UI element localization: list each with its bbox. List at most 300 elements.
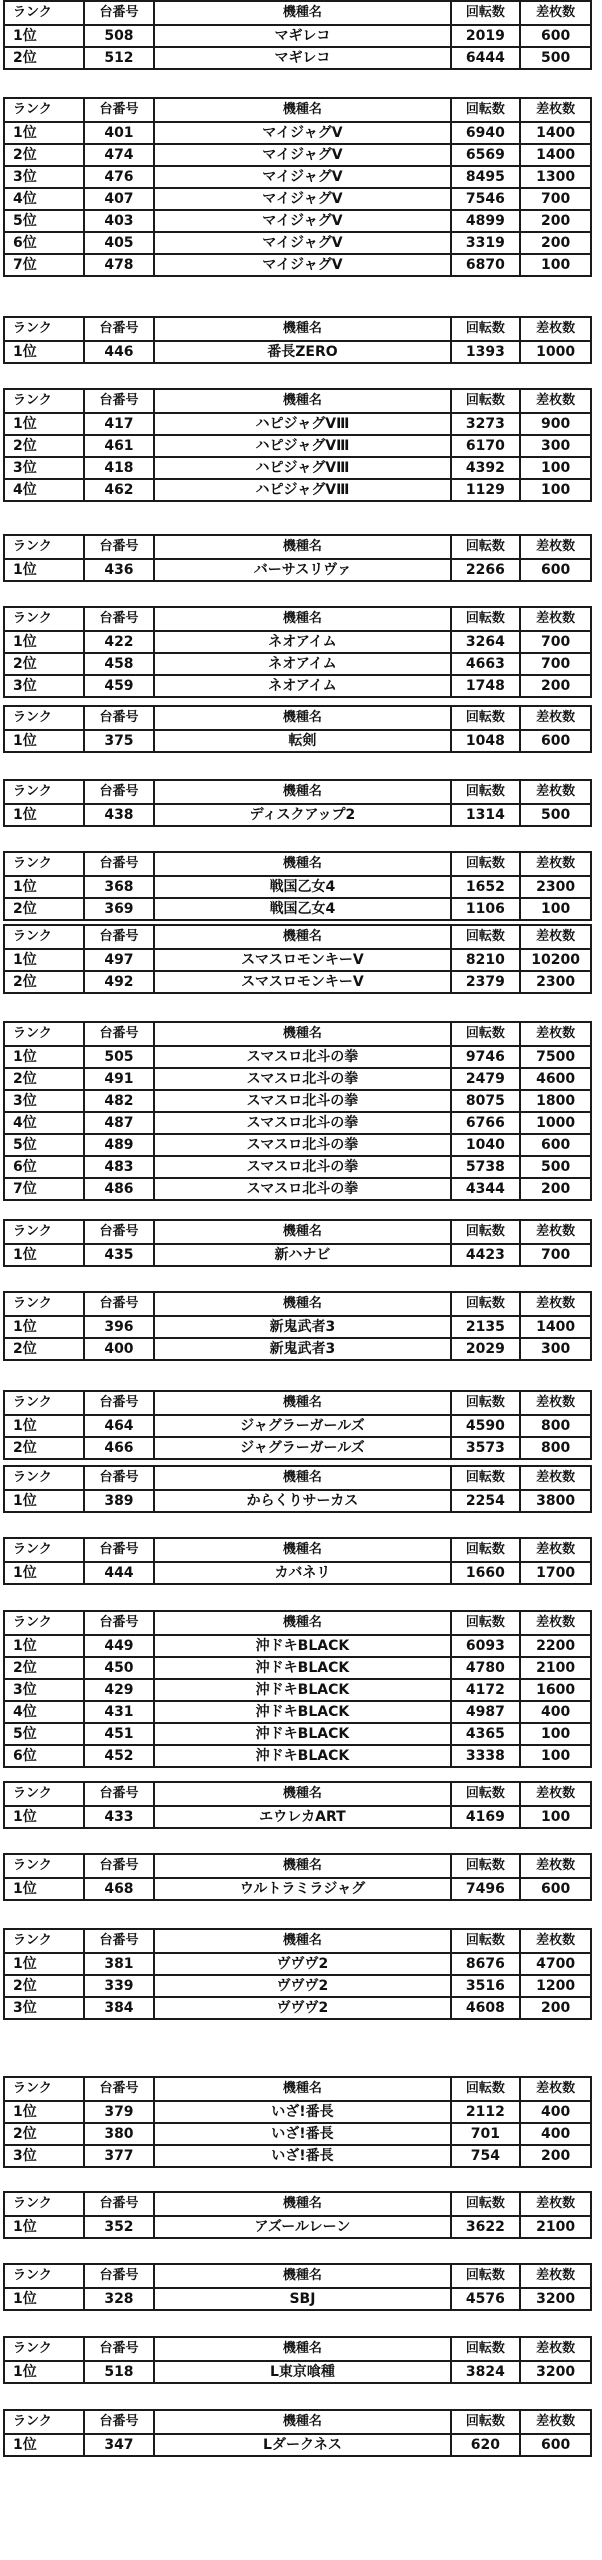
table-header-row [4, 2192, 591, 2216]
number-cell: 518 [84, 2361, 155, 2383]
rank-cell: 1位 [4, 2434, 84, 2456]
header-spins: 回転数 [451, 1611, 521, 1635]
number-cell: 339 [84, 1975, 155, 1997]
header-rank: ランク [4, 925, 84, 949]
spins-cell: 1660 [451, 1562, 521, 1584]
ranking-table [3, 2191, 592, 2239]
header-number: 台番号 [84, 2077, 155, 2101]
machine-name-cell: 沖ドキBLACK [154, 1635, 450, 1657]
spins-cell: 1106 [451, 898, 521, 920]
header-number: 台番号 [84, 1292, 155, 1316]
machine-name-cell: バーサスリヴァ [154, 559, 450, 581]
spins-cell: 7496 [451, 1878, 521, 1900]
header-rank: ランク [4, 317, 84, 341]
rank-cell: 2位 [4, 653, 84, 675]
machine-name-cell: いざ!番長 [154, 2101, 450, 2123]
header-machine: 機種名 [154, 1, 450, 25]
diff-cell: 2300 [520, 971, 591, 993]
header-machine: 機種名 [154, 1854, 450, 1878]
diff-cell: 7500 [520, 1046, 591, 1068]
table-row [4, 1338, 591, 1360]
number-cell: 450 [84, 1657, 155, 1679]
machine-name-cell: いざ!番長 [154, 2123, 450, 2145]
spins-cell: 6940 [451, 122, 521, 144]
header-diff: 差枚数 [520, 1538, 591, 1562]
header-machine: 機種名 [154, 2410, 450, 2434]
header-spins: 回転数 [451, 1391, 521, 1415]
machine-name-cell: ネオアイム [154, 675, 450, 697]
header-number: 台番号 [84, 607, 155, 631]
header-rank: ランク [4, 1854, 84, 1878]
rank-cell: 1位 [4, 122, 84, 144]
diff-cell: 800 [520, 1437, 591, 1459]
spins-cell: 2479 [451, 1068, 521, 1090]
table-header-row [4, 1782, 591, 1806]
table-header-row [4, 852, 591, 876]
header-machine: 機種名 [154, 2077, 450, 2101]
table-row [4, 479, 591, 501]
table-row [4, 1046, 591, 1068]
number-cell: 462 [84, 479, 155, 501]
spins-cell: 6170 [451, 435, 521, 457]
header-rank: ランク [4, 852, 84, 876]
rank-cell: 2位 [4, 435, 84, 457]
rank-cell: 4位 [4, 1112, 84, 1134]
machine-name-cell: SBJ [154, 2288, 450, 2310]
rank-cell: 2位 [4, 144, 84, 166]
table-row [4, 1112, 591, 1134]
spins-cell: 6870 [451, 254, 521, 276]
header-rank: ランク [4, 1466, 84, 1490]
machine-name-cell: ジャグラーガールズ [154, 1437, 450, 1459]
header-rank: ランク [4, 389, 84, 413]
rank-cell: 1位 [4, 730, 84, 752]
machine-name-cell: マイジャグV [154, 254, 450, 276]
spins-cell: 3516 [451, 1975, 521, 1997]
diff-cell: 2300 [520, 876, 591, 898]
machine-name-cell: マギレコ [154, 47, 450, 69]
table-header-row [4, 1929, 591, 1953]
machine-name-cell: ハピジャグVⅢ [154, 413, 450, 435]
spins-cell: 6093 [451, 1635, 521, 1657]
rank-cell: 2位 [4, 1338, 84, 1360]
diff-cell: 200 [520, 2145, 591, 2167]
number-cell: 377 [84, 2145, 155, 2167]
spins-cell: 2019 [451, 25, 521, 47]
rank-cell: 1位 [4, 1490, 84, 1512]
diff-cell: 400 [520, 1701, 591, 1723]
number-cell: 328 [84, 2288, 155, 2310]
machine-name-cell: ハピジャグVⅢ [154, 435, 450, 457]
number-cell: 380 [84, 2123, 155, 2145]
header-spins: 回転数 [451, 852, 521, 876]
spins-cell: 2266 [451, 559, 521, 581]
header-machine: 機種名 [154, 1538, 450, 1562]
ranking-table [3, 1537, 592, 1585]
header-diff: 差枚数 [520, 1782, 591, 1806]
table-row [4, 653, 591, 675]
diff-cell: 600 [520, 1134, 591, 1156]
rank-cell: 2位 [4, 1975, 84, 1997]
header-diff: 差枚数 [520, 1611, 591, 1635]
header-rank: ランク [4, 1, 84, 25]
header-number: 台番号 [84, 389, 155, 413]
diff-cell: 1400 [520, 1316, 591, 1338]
table-row [4, 1415, 591, 1437]
diff-cell: 1600 [520, 1679, 591, 1701]
diff-cell: 400 [520, 2123, 591, 2145]
machine-name-cell: 戦国乙女4 [154, 876, 450, 898]
rank-cell: 3位 [4, 166, 84, 188]
header-machine: 機種名 [154, 535, 450, 559]
header-rank: ランク [4, 2077, 84, 2101]
number-cell: 458 [84, 653, 155, 675]
header-number: 台番号 [84, 1782, 155, 1806]
number-cell: 492 [84, 971, 155, 993]
header-spins: 回転数 [451, 1292, 521, 1316]
diff-cell: 400 [520, 2101, 591, 2123]
diff-cell: 1000 [520, 1112, 591, 1134]
rank-cell: 1位 [4, 413, 84, 435]
header-spins: 回転数 [451, 2077, 521, 2101]
header-machine: 機種名 [154, 1929, 450, 1953]
table-row [4, 1975, 591, 1997]
header-diff: 差枚数 [520, 2410, 591, 2434]
diff-cell: 700 [520, 1244, 591, 1266]
table-row [4, 1745, 591, 1767]
header-rank: ランク [4, 2410, 84, 2434]
rank-cell: 1位 [4, 2361, 84, 2383]
header-rank: ランク [4, 1220, 84, 1244]
rank-cell: 1位 [4, 804, 84, 826]
diff-cell: 1400 [520, 122, 591, 144]
table-row [4, 232, 591, 254]
spins-cell: 8676 [451, 1953, 521, 1975]
spins-cell: 3319 [451, 232, 521, 254]
rank-cell: 1位 [4, 2216, 84, 2238]
header-spins: 回転数 [451, 1929, 521, 1953]
machine-name-cell: マイジャグV [154, 144, 450, 166]
number-cell: 389 [84, 1490, 155, 1512]
header-spins: 回転数 [451, 1022, 521, 1046]
table-header-row [4, 2337, 591, 2361]
rank-cell: 3位 [4, 457, 84, 479]
ranking-table [3, 1928, 592, 2020]
table-row [4, 804, 591, 826]
header-spins: 回転数 [451, 2192, 521, 2216]
diff-cell: 600 [520, 730, 591, 752]
rank-cell: 1位 [4, 1635, 84, 1657]
header-diff: 差枚数 [520, 1292, 591, 1316]
rank-cell: 1位 [4, 25, 84, 47]
header-machine: 機種名 [154, 2337, 450, 2361]
rank-cell: 2位 [4, 971, 84, 993]
table-row [4, 341, 591, 363]
table-header-row [4, 1220, 591, 1244]
machine-name-cell: 転剣 [154, 730, 450, 752]
diff-cell: 1000 [520, 341, 591, 363]
table-header-row [4, 2077, 591, 2101]
number-cell: 461 [84, 435, 155, 457]
table-row [4, 122, 591, 144]
header-number: 台番号 [84, 852, 155, 876]
machine-name-cell: スマスロ北斗の拳 [154, 1134, 450, 1156]
number-cell: 474 [84, 144, 155, 166]
ranking-table [3, 2336, 592, 2384]
table-row [4, 2123, 591, 2145]
number-cell: 347 [84, 2434, 155, 2456]
rank-cell: 1位 [4, 1953, 84, 1975]
spins-cell: 6444 [451, 47, 521, 69]
number-cell: 422 [84, 631, 155, 653]
rank-cell: 4位 [4, 188, 84, 210]
number-cell: 476 [84, 166, 155, 188]
ranking-table [3, 924, 592, 994]
header-machine: 機種名 [154, 780, 450, 804]
header-rank: ランク [4, 535, 84, 559]
ranking-table [3, 1610, 592, 1768]
header-machine: 機種名 [154, 1022, 450, 1046]
rank-cell: 1位 [4, 1806, 84, 1828]
diff-cell: 2100 [520, 2216, 591, 2238]
header-machine: 機種名 [154, 1292, 450, 1316]
diff-cell: 300 [520, 1338, 591, 1360]
rank-cell: 2位 [4, 898, 84, 920]
machine-name-cell: ヴヴヴ2 [154, 1953, 450, 1975]
table-header-row [4, 1466, 591, 1490]
number-cell: 487 [84, 1112, 155, 1134]
number-cell: 512 [84, 47, 155, 69]
table-header-row [4, 98, 591, 122]
spins-cell: 5738 [451, 1156, 521, 1178]
rank-cell: 3位 [4, 675, 84, 697]
machine-name-cell: いざ!番長 [154, 2145, 450, 2167]
table-row [4, 1657, 591, 1679]
spins-cell: 4172 [451, 1679, 521, 1701]
header-diff: 差枚数 [520, 780, 591, 804]
spins-cell: 3273 [451, 413, 521, 435]
rank-cell: 6位 [4, 232, 84, 254]
spins-cell: 4392 [451, 457, 521, 479]
table-row [4, 25, 591, 47]
rank-cell: 1位 [4, 1316, 84, 1338]
header-diff: 差枚数 [520, 706, 591, 730]
header-machine: 機種名 [154, 1391, 450, 1415]
header-machine: 機種名 [154, 1220, 450, 1244]
table-header-row [4, 1538, 591, 1562]
spins-cell: 2029 [451, 1338, 521, 1360]
spins-cell: 4344 [451, 1178, 521, 1200]
header-machine: 機種名 [154, 1466, 450, 1490]
header-machine: 機種名 [154, 317, 450, 341]
table-row [4, 2434, 591, 2456]
table-row [4, 2361, 591, 2383]
diff-cell: 700 [520, 653, 591, 675]
spins-cell: 2112 [451, 2101, 521, 2123]
ranking-table [3, 316, 592, 364]
ranking-table [3, 0, 592, 70]
diff-cell: 600 [520, 2434, 591, 2456]
header-diff: 差枚数 [520, 2337, 591, 2361]
ranking-table [3, 1781, 592, 1829]
spins-cell: 4899 [451, 210, 521, 232]
number-cell: 486 [84, 1178, 155, 1200]
diff-cell: 100 [520, 254, 591, 276]
table-row [4, 144, 591, 166]
diff-cell: 600 [520, 1878, 591, 1900]
spins-cell: 3338 [451, 1745, 521, 1767]
table-row [4, 559, 591, 581]
number-cell: 451 [84, 1723, 155, 1745]
diff-cell: 3200 [520, 2361, 591, 2383]
spins-cell: 8210 [451, 949, 521, 971]
rank-cell: 2位 [4, 1437, 84, 1459]
number-cell: 449 [84, 1635, 155, 1657]
table-row [4, 949, 591, 971]
machine-name-cell: エウレカART [154, 1806, 450, 1828]
table-row [4, 1134, 591, 1156]
table-row [4, 1806, 591, 1828]
header-number: 台番号 [84, 317, 155, 341]
header-number: 台番号 [84, 1611, 155, 1635]
diff-cell: 100 [520, 1723, 591, 1745]
number-cell: 438 [84, 804, 155, 826]
header-number: 台番号 [84, 1, 155, 25]
header-spins: 回転数 [451, 1, 521, 25]
diff-cell: 700 [520, 188, 591, 210]
rank-cell: 2位 [4, 1657, 84, 1679]
number-cell: 379 [84, 2101, 155, 2123]
number-cell: 497 [84, 949, 155, 971]
number-cell: 482 [84, 1090, 155, 1112]
machine-name-cell: 戦国乙女4 [154, 898, 450, 920]
diff-cell: 4600 [520, 1068, 591, 1090]
header-diff: 差枚数 [520, 2077, 591, 2101]
machine-name-cell: スマスロ北斗の拳 [154, 1112, 450, 1134]
number-cell: 396 [84, 1316, 155, 1338]
machine-name-cell: ヴヴヴ2 [154, 1997, 450, 2019]
number-cell: 403 [84, 210, 155, 232]
spins-cell: 4663 [451, 653, 521, 675]
machine-name-cell: からくりサーカス [154, 1490, 450, 1512]
header-machine: 機種名 [154, 98, 450, 122]
header-number: 台番号 [84, 1220, 155, 1244]
spins-cell: 754 [451, 2145, 521, 2167]
rank-cell: 7位 [4, 254, 84, 276]
spins-cell: 7546 [451, 188, 521, 210]
diff-cell: 100 [520, 479, 591, 501]
machine-name-cell: ウルトラミラジャグ [154, 1878, 450, 1900]
number-cell: 431 [84, 1701, 155, 1723]
header-spins: 回転数 [451, 607, 521, 631]
diff-cell: 1800 [520, 1090, 591, 1112]
diff-cell: 2100 [520, 1657, 591, 1679]
number-cell: 466 [84, 1437, 155, 1459]
table-header-row [4, 706, 591, 730]
header-rank: ランク [4, 98, 84, 122]
spins-cell: 620 [451, 2434, 521, 2456]
number-cell: 407 [84, 188, 155, 210]
diff-cell: 700 [520, 631, 591, 653]
spins-cell: 4780 [451, 1657, 521, 1679]
number-cell: 459 [84, 675, 155, 697]
rank-cell: 2位 [4, 1068, 84, 1090]
spins-cell: 3622 [451, 2216, 521, 2238]
header-diff: 差枚数 [520, 2192, 591, 2216]
header-number: 台番号 [84, 780, 155, 804]
spins-cell: 4576 [451, 2288, 521, 2310]
header-machine: 機種名 [154, 1782, 450, 1806]
ranking-table [3, 779, 592, 827]
table-row [4, 1562, 591, 1584]
header-number: 台番号 [84, 1391, 155, 1415]
machine-name-cell: 沖ドキBLACK [154, 1657, 450, 1679]
header-spins: 回転数 [451, 2264, 521, 2288]
machine-name-cell: マイジャグV [154, 232, 450, 254]
ranking-table [3, 1853, 592, 1901]
spins-cell: 3824 [451, 2361, 521, 2383]
table-row [4, 898, 591, 920]
header-number: 台番号 [84, 1466, 155, 1490]
table-header-row [4, 2264, 591, 2288]
header-spins: 回転数 [451, 2410, 521, 2434]
machine-name-cell: Lダークネス [154, 2434, 450, 2456]
spins-cell: 2379 [451, 971, 521, 993]
table-row [4, 1068, 591, 1090]
machine-name-cell: ジャグラーガールズ [154, 1415, 450, 1437]
diff-cell: 300 [520, 435, 591, 457]
header-number: 台番号 [84, 2264, 155, 2288]
table-header-row [4, 317, 591, 341]
table-row [4, 188, 591, 210]
header-diff: 差枚数 [520, 1391, 591, 1415]
table-row [4, 166, 591, 188]
ranking-table [3, 97, 592, 277]
spins-cell: 1314 [451, 804, 521, 826]
table-row [4, 2145, 591, 2167]
rank-cell: 1位 [4, 1878, 84, 1900]
table-row [4, 1244, 591, 1266]
table-row [4, 1953, 591, 1975]
machine-name-cell: 新鬼武者3 [154, 1338, 450, 1360]
diff-cell: 4700 [520, 1953, 591, 1975]
ranking-table [3, 1219, 592, 1267]
header-rank: ランク [4, 1391, 84, 1415]
header-diff: 差枚数 [520, 852, 591, 876]
table-header-row [4, 607, 591, 631]
table-header-row [4, 780, 591, 804]
header-machine: 機種名 [154, 925, 450, 949]
ranking-table [3, 1291, 592, 1361]
spins-cell: 6766 [451, 1112, 521, 1134]
header-rank: ランク [4, 1022, 84, 1046]
number-cell: 505 [84, 1046, 155, 1068]
table-row [4, 254, 591, 276]
header-diff: 差枚数 [520, 607, 591, 631]
header-rank: ランク [4, 1538, 84, 1562]
number-cell: 489 [84, 1134, 155, 1156]
number-cell: 464 [84, 1415, 155, 1437]
table-header-row [4, 1292, 591, 1316]
table-row [4, 876, 591, 898]
ranking-table [3, 705, 592, 753]
rank-cell: 6位 [4, 1156, 84, 1178]
table-header-row [4, 535, 591, 559]
header-spins: 回転数 [451, 2337, 521, 2361]
spins-cell: 701 [451, 2123, 521, 2145]
header-spins: 回転数 [451, 317, 521, 341]
diff-cell: 3800 [520, 1490, 591, 1512]
